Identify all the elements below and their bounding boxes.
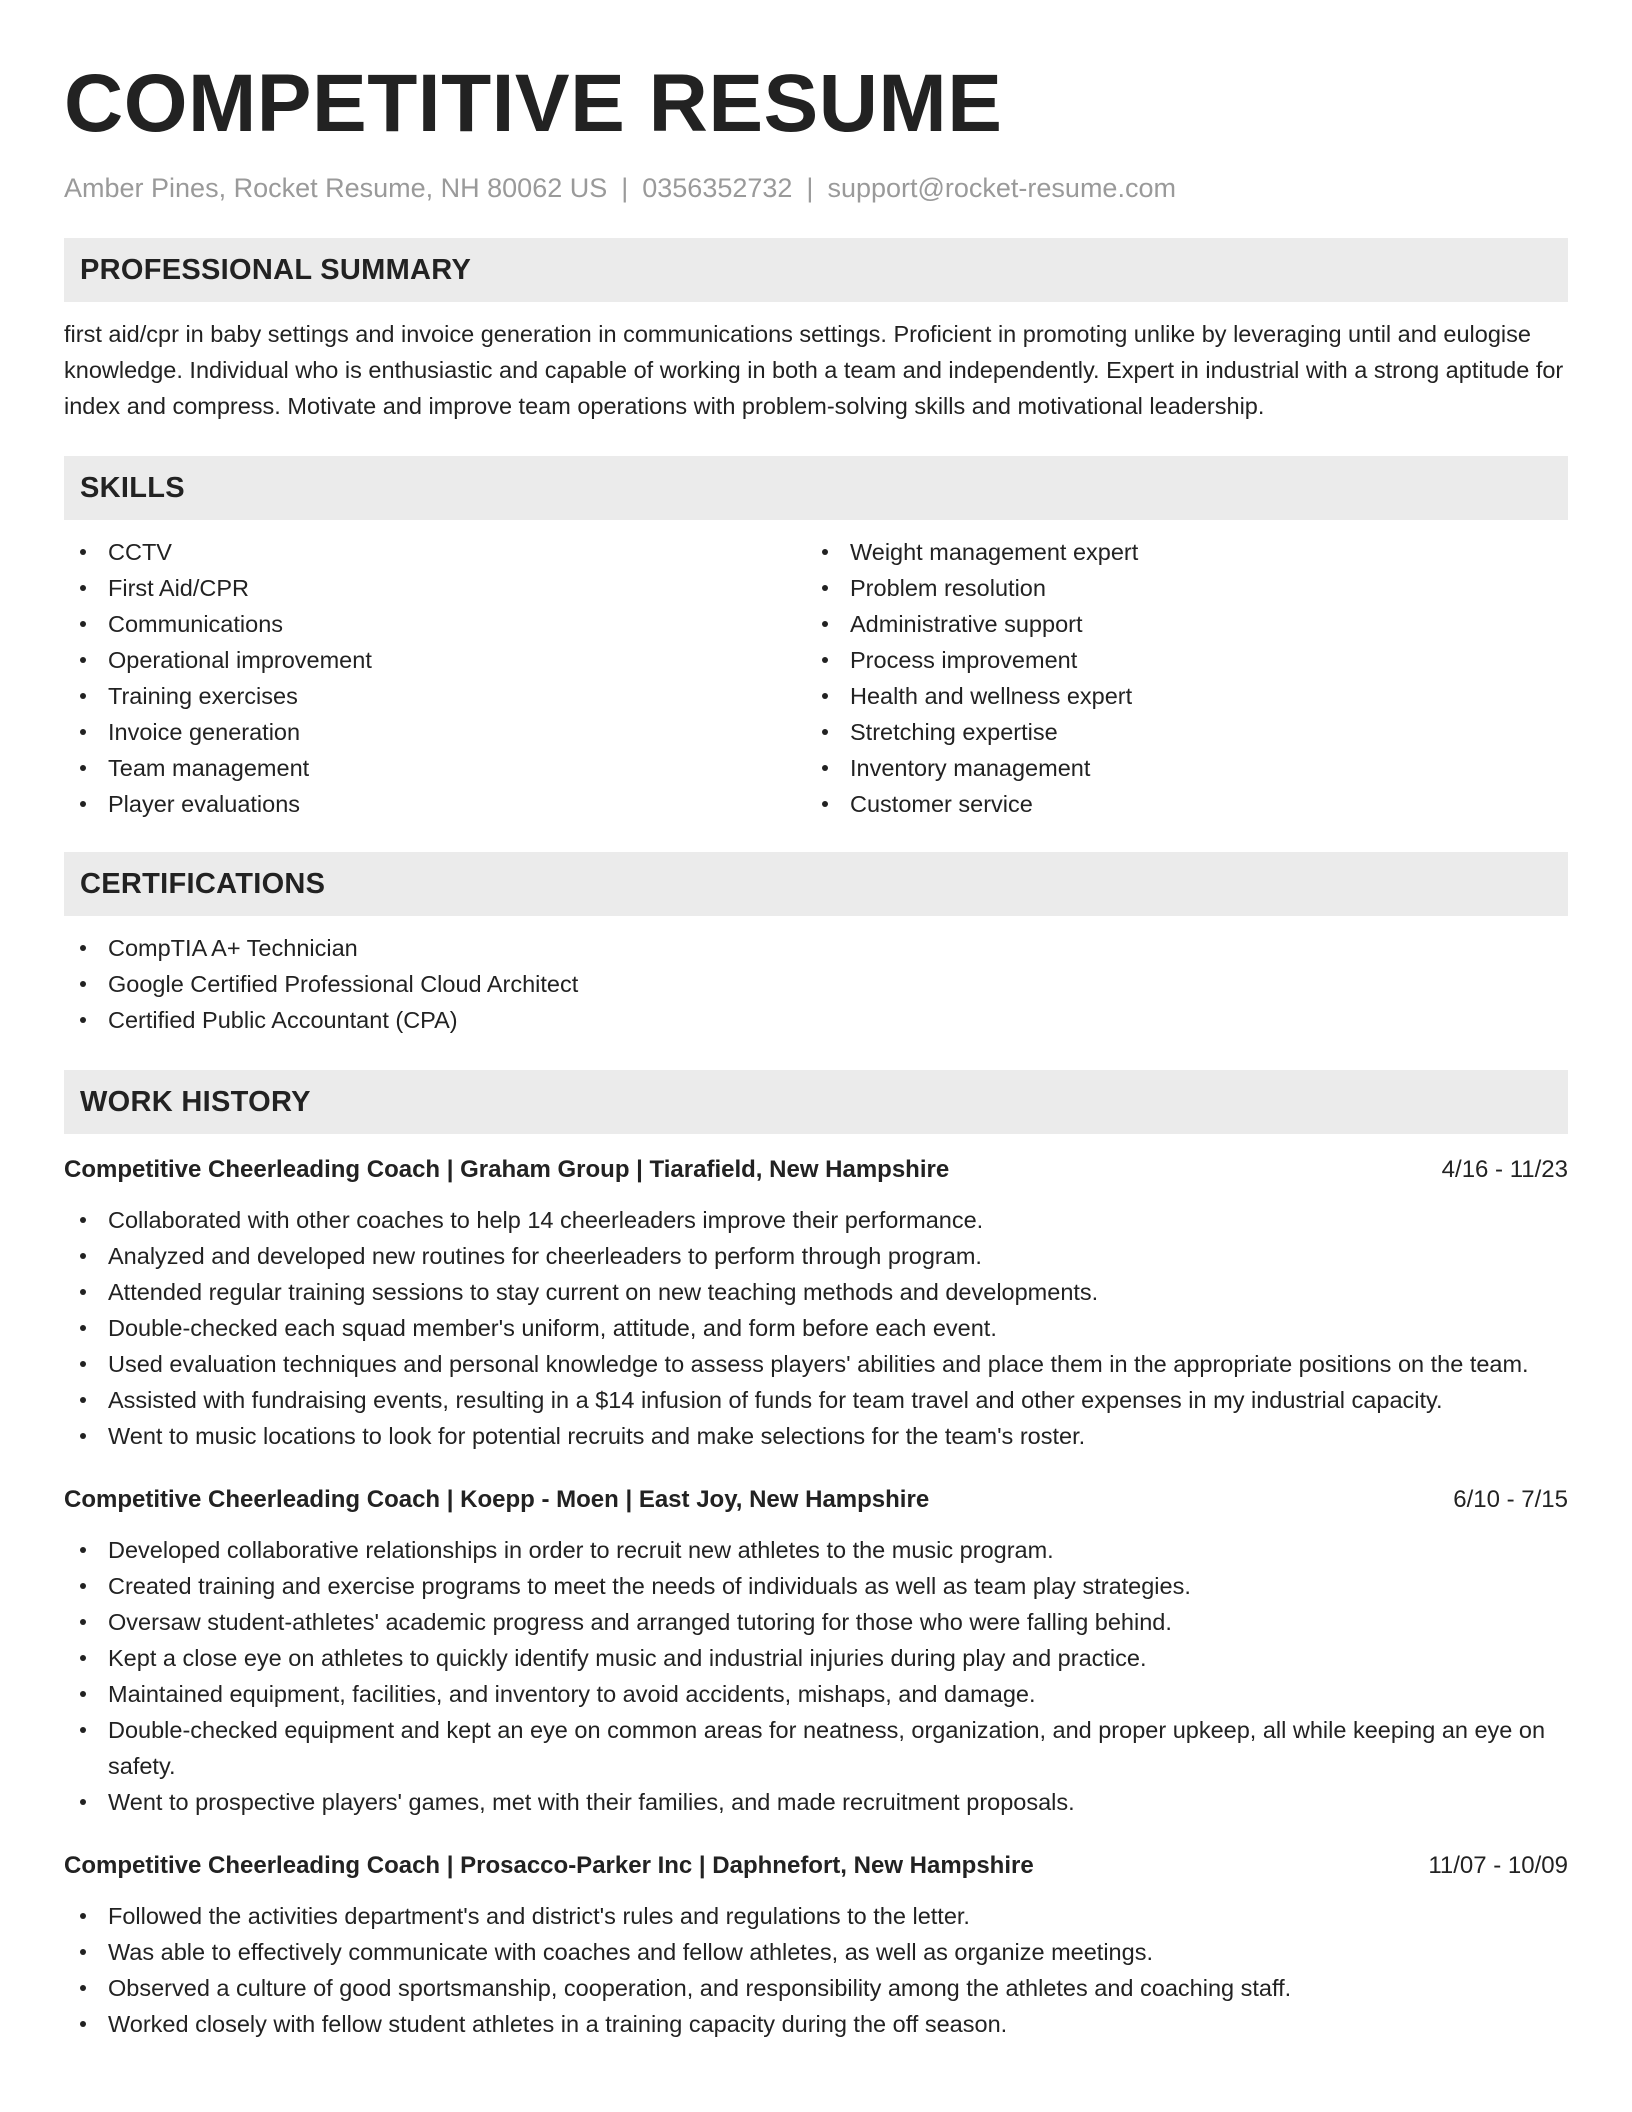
bullet-icon — [80, 765, 86, 771]
bullet-icon — [80, 1691, 86, 1697]
job-duty-item — [64, 1970, 1568, 2006]
bullet-icon — [822, 549, 828, 555]
certification-label: CompTIA A+ Technician — [108, 935, 358, 961]
contact-separator: | — [621, 173, 629, 203]
job-heading — [64, 1482, 1568, 1518]
bullet-icon — [80, 2021, 86, 2027]
bullet-icon — [822, 585, 828, 591]
skill-label: Training exercises — [108, 683, 298, 709]
skill-item — [64, 642, 806, 678]
skill-item — [806, 534, 1548, 570]
job-duty-text: Used evaluation techniques and personal knowledge to assess players' abilities and place them in the appropriate positions on the team. — [108, 1351, 1529, 1377]
job-duty-text: Collaborated with other coaches to help 14 cheerleaders improve their performance. — [108, 1207, 984, 1233]
job-duty-item — [64, 1274, 1568, 1310]
bullet-icon — [80, 1655, 86, 1661]
summary-text: first aid/cpr in baby settings and invoice generation in communications settings. Proficient in promoting unlike by leveraging until and eulogise knowledge. Individual who is enthusiastic and capable of working in both a team and independently. Expert in industrial with a strong aptitude for index and compress. Motivate and improve team operations with problem-solving skills and motivational leadership. — [64, 321, 1564, 419]
skills-list-right — [806, 534, 1548, 822]
skill-item — [806, 642, 1548, 678]
bullet-icon — [80, 1289, 86, 1295]
bullet-icon — [80, 1017, 86, 1023]
skills-columns — [64, 534, 1568, 822]
certification-label: Certified Public Accountant (CPA) — [108, 1007, 458, 1033]
bullet-icon — [822, 693, 828, 699]
job-duty-item — [64, 1202, 1568, 1238]
bullet-icon — [80, 693, 86, 699]
certifications-list — [64, 930, 1568, 1038]
job-duty-item — [64, 1640, 1568, 1676]
job-duty-text: Followed the activities department's and district's rules and regulations to the letter. — [108, 1903, 970, 1929]
job-duty-text: Attended regular training sessions to stay current on new teaching methods and developments. — [108, 1279, 1099, 1305]
skill-item — [806, 678, 1548, 714]
job-duties-list — [64, 1202, 1568, 1454]
bullet-icon — [80, 801, 86, 807]
bullet-icon — [80, 1217, 86, 1223]
bullet-icon — [80, 1727, 86, 1733]
skill-label: Problem resolution — [850, 575, 1046, 601]
skill-label: Customer service — [850, 791, 1033, 817]
job-duty-text: Observed a culture of good sportsmanship, cooperation, and responsibility among the athletes and coaching staff. — [108, 1975, 1292, 2001]
bullet-icon — [80, 621, 86, 627]
skill-label: Operational improvement — [108, 647, 372, 673]
section-header-work-history: WORK HISTORY — [64, 1070, 1568, 1134]
skill-label: Inventory management — [850, 755, 1091, 781]
skill-label: CCTV — [108, 539, 172, 565]
bullet-icon — [80, 657, 86, 663]
bullet-icon — [80, 585, 86, 591]
skill-item — [806, 714, 1548, 750]
job-entry — [64, 1848, 1568, 2042]
job-duty-text: Double-checked equipment and kept an eye on common areas for neatness, organization, and proper upkeep, all while keeping an eye on safety. — [108, 1717, 1546, 1779]
certification-item — [64, 1002, 1568, 1038]
job-dates: 4/16 - 11/23 — [1441, 1156, 1568, 1183]
certification-item — [64, 930, 1568, 966]
skill-item — [64, 570, 806, 606]
bullet-icon — [80, 1361, 86, 1367]
bullet-icon — [822, 729, 828, 735]
skill-label: Health and wellness expert — [850, 683, 1133, 709]
job-entry — [64, 1482, 1568, 1820]
contact-email: support@rocket-resume.com — [827, 173, 1176, 203]
bullet-icon — [822, 657, 828, 663]
bullet-icon — [80, 1325, 86, 1331]
skill-item — [806, 570, 1548, 606]
skill-label: Player evaluations — [108, 791, 301, 817]
contact-phone: 0356352732 — [642, 173, 793, 203]
job-duty-item — [64, 1532, 1568, 1568]
job-dates: 11/07 - 10/09 — [1428, 1852, 1568, 1879]
certification-item — [64, 966, 1568, 1002]
contact-address: Amber Pines, Rocket Resume, NH 80062 US — [64, 173, 608, 203]
skill-label: Process improvement — [850, 647, 1078, 673]
job-duty-item — [64, 1382, 1568, 1418]
job-heading — [64, 1152, 1568, 1188]
skill-item — [806, 786, 1548, 822]
skill-item — [64, 534, 806, 570]
section-header-skills: SKILLS — [64, 456, 1568, 520]
section-header-summary: PROFESSIONAL SUMMARY — [64, 238, 1568, 302]
job-duty-item — [64, 1676, 1568, 1712]
resume-page — [64, 0, 1568, 2042]
job-duty-text: Created training and exercise programs to meet the needs of individuals as well as team play strategies. — [108, 1573, 1191, 1599]
skills-list-left — [64, 534, 806, 822]
skill-item — [64, 750, 806, 786]
job-entry — [64, 1152, 1568, 1454]
job-duty-item — [64, 1568, 1568, 1604]
bullet-icon — [80, 1547, 86, 1553]
job-title: Competitive Cheerleading Coach | Koepp - Moen | East Joy, New Hampshire — [64, 1486, 930, 1513]
bullet-icon — [80, 1397, 86, 1403]
job-duty-item — [64, 1712, 1568, 1784]
job-duty-text: Went to prospective players' games, met with their families, and made recruitment proposals. — [108, 1789, 1075, 1815]
job-duty-text: Developed collaborative relationships in order to recruit new athletes to the music program. — [108, 1537, 1054, 1563]
bullet-icon — [822, 621, 828, 627]
job-duty-text: Assisted with fundraising events, resulting in a $14 infusion of funds for team travel and other expenses in my industrial capacity. — [108, 1387, 1443, 1413]
job-duty-text: Analyzed and developed new routines for cheerleaders to perform through program. — [108, 1243, 982, 1269]
skill-item — [806, 606, 1548, 642]
job-title: Competitive Cheerleading Coach | Prosacco-Parker Inc | Daphnefort, New Hampshire — [64, 1852, 1034, 1879]
bullet-icon — [80, 1985, 86, 1991]
job-duty-item — [64, 1346, 1568, 1382]
certification-label: Google Certified Professional Cloud Architect — [108, 971, 579, 997]
skill-item — [64, 606, 806, 642]
bullet-icon — [80, 729, 86, 735]
resume-title: COMPETITIVE RESUME — [64, 58, 1003, 149]
bullet-icon — [80, 1619, 86, 1625]
bullet-icon — [80, 1433, 86, 1439]
job-duty-item — [64, 1310, 1568, 1346]
skill-label: Invoice generation — [108, 719, 301, 745]
job-duties-list — [64, 1898, 1568, 2042]
job-title: Competitive Cheerleading Coach | Graham Group | Tiarafield, New Hampshire — [64, 1156, 950, 1183]
job-duty-item — [64, 1418, 1568, 1454]
bullet-icon — [80, 945, 86, 951]
bullet-icon — [822, 765, 828, 771]
section-header-certifications: CERTIFICATIONS — [64, 852, 1568, 916]
job-duty-text: Maintained equipment, facilities, and inventory to avoid accidents, mishaps, and damage. — [108, 1681, 1036, 1707]
job-duty-text: Oversaw student-athletes' academic progress and arranged tutoring for those who were falling behind. — [108, 1609, 1172, 1635]
contact-separator: | — [806, 173, 814, 203]
skill-item — [64, 714, 806, 750]
job-duty-item — [64, 1604, 1568, 1640]
skill-label: Weight management expert — [850, 539, 1139, 565]
bullet-icon — [822, 801, 828, 807]
skill-item — [806, 750, 1548, 786]
contact-line — [64, 168, 1568, 208]
job-duty-item — [64, 1898, 1568, 1934]
bullet-icon — [80, 1799, 86, 1805]
job-heading — [64, 1848, 1568, 1884]
skill-label: Administrative support — [850, 611, 1083, 637]
skill-label: Stretching expertise — [850, 719, 1058, 745]
bullet-icon — [80, 981, 86, 987]
bullet-icon — [80, 1913, 86, 1919]
job-duties-list — [64, 1532, 1568, 1820]
job-duty-item — [64, 1784, 1568, 1820]
bullet-icon — [80, 1949, 86, 1955]
job-duty-text: Double-checked each squad member's uniform, attitude, and form before each event. — [108, 1315, 997, 1341]
skill-label: Communications — [108, 611, 284, 637]
job-duty-item — [64, 1934, 1568, 1970]
bullet-icon — [80, 1253, 86, 1259]
skill-label: Team management — [108, 755, 310, 781]
job-duty-text: Worked closely with fellow student athletes in a training capacity during the off season. — [108, 2011, 1008, 2037]
job-dates: 6/10 - 7/15 — [1453, 1486, 1568, 1513]
job-duty-text: Kept a close eye on athletes to quickly identify music and industrial injuries during play and practice. — [108, 1645, 1147, 1671]
job-duty-item — [64, 1238, 1568, 1274]
skill-item — [64, 678, 806, 714]
skill-item — [64, 786, 806, 822]
bullet-icon — [80, 1583, 86, 1589]
bullet-icon — [80, 549, 86, 555]
job-duty-item — [64, 2006, 1568, 2042]
skill-label: First Aid/CPR — [108, 575, 250, 601]
job-duty-text: Was able to effectively communicate with coaches and fellow athletes, as well as organize meetings. — [108, 1939, 1153, 1965]
job-duty-text: Went to music locations to look for potential recruits and make selections for the team's roster. — [108, 1423, 1086, 1449]
